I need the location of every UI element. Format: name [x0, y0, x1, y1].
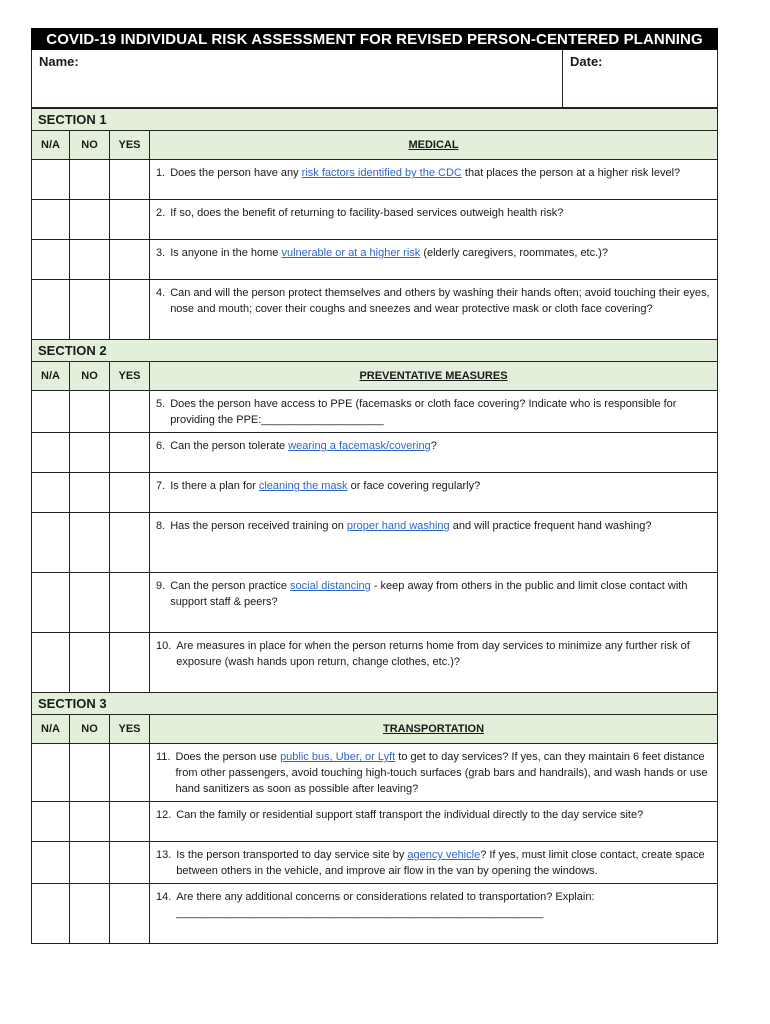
question-cell: [150, 884, 718, 944]
checkbox-yes[interactable]: [110, 160, 150, 200]
column-header-yes: YES: [110, 715, 150, 744]
question-row: [32, 280, 718, 340]
question-text-part: - keep away from others in the public and limit close contact with support staff & peers?: [170, 580, 688, 608]
checkbox-yes[interactable]: [110, 433, 150, 473]
checkbox-na[interactable]: [32, 802, 70, 842]
checkbox-na[interactable]: [32, 391, 70, 433]
question-text-part: Has the person received training on: [170, 520, 347, 532]
checkbox-yes[interactable]: [110, 240, 150, 280]
checkbox-na[interactable]: [32, 160, 70, 200]
name-field[interactable]: [32, 50, 562, 107]
question-text-part: or face covering regularly?: [347, 480, 481, 492]
form-title: COVID-19 INDIVIDUAL RISK ASSESSMENT FOR REVISED PERSON-CENTERED PLANNING: [31, 28, 718, 50]
question-text-part: Can the person tolerate: [170, 440, 289, 452]
question-text: [170, 518, 711, 534]
checkbox-na[interactable]: [32, 842, 70, 884]
checkbox-na[interactable]: [32, 513, 70, 573]
question-text: [170, 478, 711, 494]
date-label: Date:: [570, 54, 603, 69]
question-number: 8.: [156, 520, 166, 532]
question-row: [32, 744, 718, 802]
checkbox-no[interactable]: [70, 433, 110, 473]
question-text-part: ? If yes, must limit close contact, create space between others in the vehicle, and improve air flow in the van by opening the windows.: [176, 849, 705, 877]
question-row: [32, 884, 718, 944]
checkbox-na[interactable]: [32, 473, 70, 513]
name-date-row: [31, 50, 718, 108]
question-text: [176, 638, 711, 670]
question-cell: [150, 633, 718, 693]
checkbox-na[interactable]: [32, 633, 70, 693]
reference-link[interactable]: risk factors identified by the CDC: [301, 167, 462, 179]
checkbox-na[interactable]: [32, 240, 70, 280]
column-header-no: NO: [70, 715, 110, 744]
question-row: [32, 240, 718, 280]
question-text-part: Can the person practice: [170, 580, 291, 592]
question-row: [32, 842, 718, 884]
assessment-form: [31, 28, 718, 944]
checkbox-yes[interactable]: [110, 744, 150, 802]
checkbox-no[interactable]: [70, 573, 110, 633]
assessment-table: [31, 108, 718, 944]
checkbox-no[interactable]: [70, 513, 110, 573]
checkbox-no[interactable]: [70, 473, 110, 513]
question-text-part: Does the person have any: [170, 167, 302, 179]
section-label: SECTION 2: [32, 340, 718, 362]
question-text-part: If so, does the benefit of returning to facility-based services outweigh health risk?: [170, 207, 564, 219]
question-row: [32, 573, 718, 633]
column-header-na: N/A: [32, 131, 70, 160]
question-row: [32, 200, 718, 240]
name-label: Name:: [39, 54, 79, 69]
question-cell: [150, 802, 718, 842]
checkbox-no[interactable]: [70, 280, 110, 340]
section-header-row: [32, 693, 718, 715]
checkbox-no[interactable]: [70, 884, 110, 944]
column-header-no: NO: [70, 131, 110, 160]
question-row: [32, 473, 718, 513]
column-header-row: [32, 131, 718, 160]
reference-link[interactable]: social distancing: [290, 580, 371, 592]
question-text: [170, 205, 711, 221]
checkbox-yes[interactable]: [110, 842, 150, 884]
question-cell: [150, 744, 718, 802]
question-text-part: that places the person at a higher risk level?: [461, 167, 681, 179]
question-row: [32, 160, 718, 200]
checkbox-na[interactable]: [32, 433, 70, 473]
question-text: [176, 847, 711, 879]
checkbox-no[interactable]: [70, 744, 110, 802]
question-cell: [150, 200, 718, 240]
question-number: 7.: [156, 480, 166, 492]
question-text-part: Can and will the person protect themselves and others by washing their hands often; avoid touching their eyes, nose and mouth; cover their coughs and sneezes and wear protective mask or cloth face covering?: [170, 287, 710, 315]
category-heading: PREVENTATIVE MEASURES: [150, 362, 718, 391]
checkbox-yes[interactable]: [110, 280, 150, 340]
question-text: [175, 749, 711, 797]
question-text-part: Is anyone in the home: [170, 247, 282, 259]
column-header-row: [32, 715, 718, 744]
section-header-row: [32, 109, 718, 131]
column-header-no: NO: [70, 362, 110, 391]
checkbox-na[interactable]: [32, 573, 70, 633]
checkbox-na[interactable]: [32, 200, 70, 240]
column-header-na: N/A: [32, 362, 70, 391]
category-heading: MEDICAL: [150, 131, 718, 160]
question-number: 9.: [156, 580, 166, 592]
checkbox-no[interactable]: [70, 200, 110, 240]
question-row: [32, 633, 718, 693]
checkbox-yes[interactable]: [110, 473, 150, 513]
category-heading: TRANSPORTATION: [150, 715, 718, 744]
question-cell: [150, 240, 718, 280]
question-cell: [150, 433, 718, 473]
question-cell: [150, 842, 718, 884]
question-number: 10.: [156, 640, 172, 652]
column-header-yes: YES: [110, 362, 150, 391]
checkbox-yes[interactable]: [110, 573, 150, 633]
checkbox-na[interactable]: [32, 744, 70, 802]
question-text-part: to get to day services? If yes, can they maintain 6 feet distance from other passengers, avoid touching high-touch surfaces (grab bars and handrails), and wash hands or use hand sanitizers as soon as possible after leaving?: [175, 751, 708, 795]
question-row: [32, 433, 718, 473]
question-cell: [150, 473, 718, 513]
question-number: 2.: [156, 207, 166, 219]
checkbox-yes[interactable]: [110, 391, 150, 433]
column-header-yes: YES: [110, 131, 150, 160]
question-text: [170, 578, 711, 610]
question-cell: [150, 160, 718, 200]
checkbox-yes[interactable]: [110, 802, 150, 842]
section-header-row: [32, 340, 718, 362]
question-number: 6.: [156, 440, 166, 452]
reference-link[interactable]: cleaning the mask: [258, 480, 348, 492]
question-text-part: Does the person use: [175, 751, 281, 763]
question-text-part: Are measures in place for when the person returns home from day services to minimize any further risk of exposure (wash hands upon return, change clothes, etc.)?: [176, 640, 690, 668]
checkbox-na[interactable]: [32, 280, 70, 340]
question-number: 3.: [156, 247, 166, 259]
reference-link[interactable]: wearing a facemask/covering: [288, 440, 431, 452]
question-text-part: Are there any additional concerns or considerations related to transportation? Explain: ____________________________________________________________: [176, 891, 595, 919]
question-text: [176, 807, 711, 823]
question-text-part: Does the person have access to PPE (facemasks or cloth face covering? Indicate who is responsible for providing the PPE:____________________: [170, 398, 677, 426]
checkbox-no[interactable]: [70, 240, 110, 280]
checkbox-yes[interactable]: [110, 513, 150, 573]
question-cell: [150, 280, 718, 340]
question-cell: [150, 513, 718, 573]
checkbox-no[interactable]: [70, 391, 110, 433]
date-field[interactable]: [562, 50, 717, 107]
checkbox-yes[interactable]: [110, 633, 150, 693]
column-header-row: [32, 362, 718, 391]
question-number: 11.: [156, 751, 171, 763]
question-text: [170, 438, 711, 454]
question-number: 13.: [156, 849, 172, 861]
checkbox-no[interactable]: [70, 160, 110, 200]
reference-link[interactable]: agency vehicle: [407, 849, 481, 861]
checkbox-yes[interactable]: [110, 200, 150, 240]
question-text: [170, 245, 711, 261]
column-header-na: N/A: [32, 715, 70, 744]
question-number: 5.: [156, 398, 166, 410]
question-number: 14.: [156, 891, 172, 903]
question-text: [170, 396, 711, 428]
question-text-part: and will practice frequent hand washing?: [449, 520, 652, 532]
question-text-part: (elderly caregivers, roommates, etc.)?: [420, 247, 608, 259]
question-text: [176, 889, 711, 921]
checkbox-na[interactable]: [32, 884, 70, 944]
question-number: 4.: [156, 287, 166, 299]
question-text-part: Is the person transported to day service site by: [176, 849, 408, 861]
question-cell: [150, 573, 718, 633]
question-text-part: Can the family or residential support staff transport the individual directly to the day service site?: [176, 809, 644, 821]
reference-link[interactable]: proper hand washing: [346, 520, 450, 532]
question-text: [170, 165, 711, 181]
question-number: 1.: [156, 167, 166, 179]
question-text-part: ?: [430, 440, 437, 452]
checkbox-no[interactable]: [70, 633, 110, 693]
section-label: SECTION 3: [32, 693, 718, 715]
checkbox-no[interactable]: [70, 802, 110, 842]
reference-link[interactable]: public bus, Uber, or Lyft: [280, 751, 396, 763]
question-text-part: Is there a plan for: [170, 480, 259, 492]
question-cell: [150, 391, 718, 433]
question-text: [170, 285, 711, 317]
checkbox-no[interactable]: [70, 842, 110, 884]
reference-link[interactable]: vulnerable or at a higher risk: [281, 247, 421, 259]
section-label: SECTION 1: [32, 109, 718, 131]
checkbox-yes[interactable]: [110, 884, 150, 944]
question-number: 12.: [156, 809, 172, 821]
question-row: [32, 802, 718, 842]
question-row: [32, 391, 718, 433]
question-row: [32, 513, 718, 573]
